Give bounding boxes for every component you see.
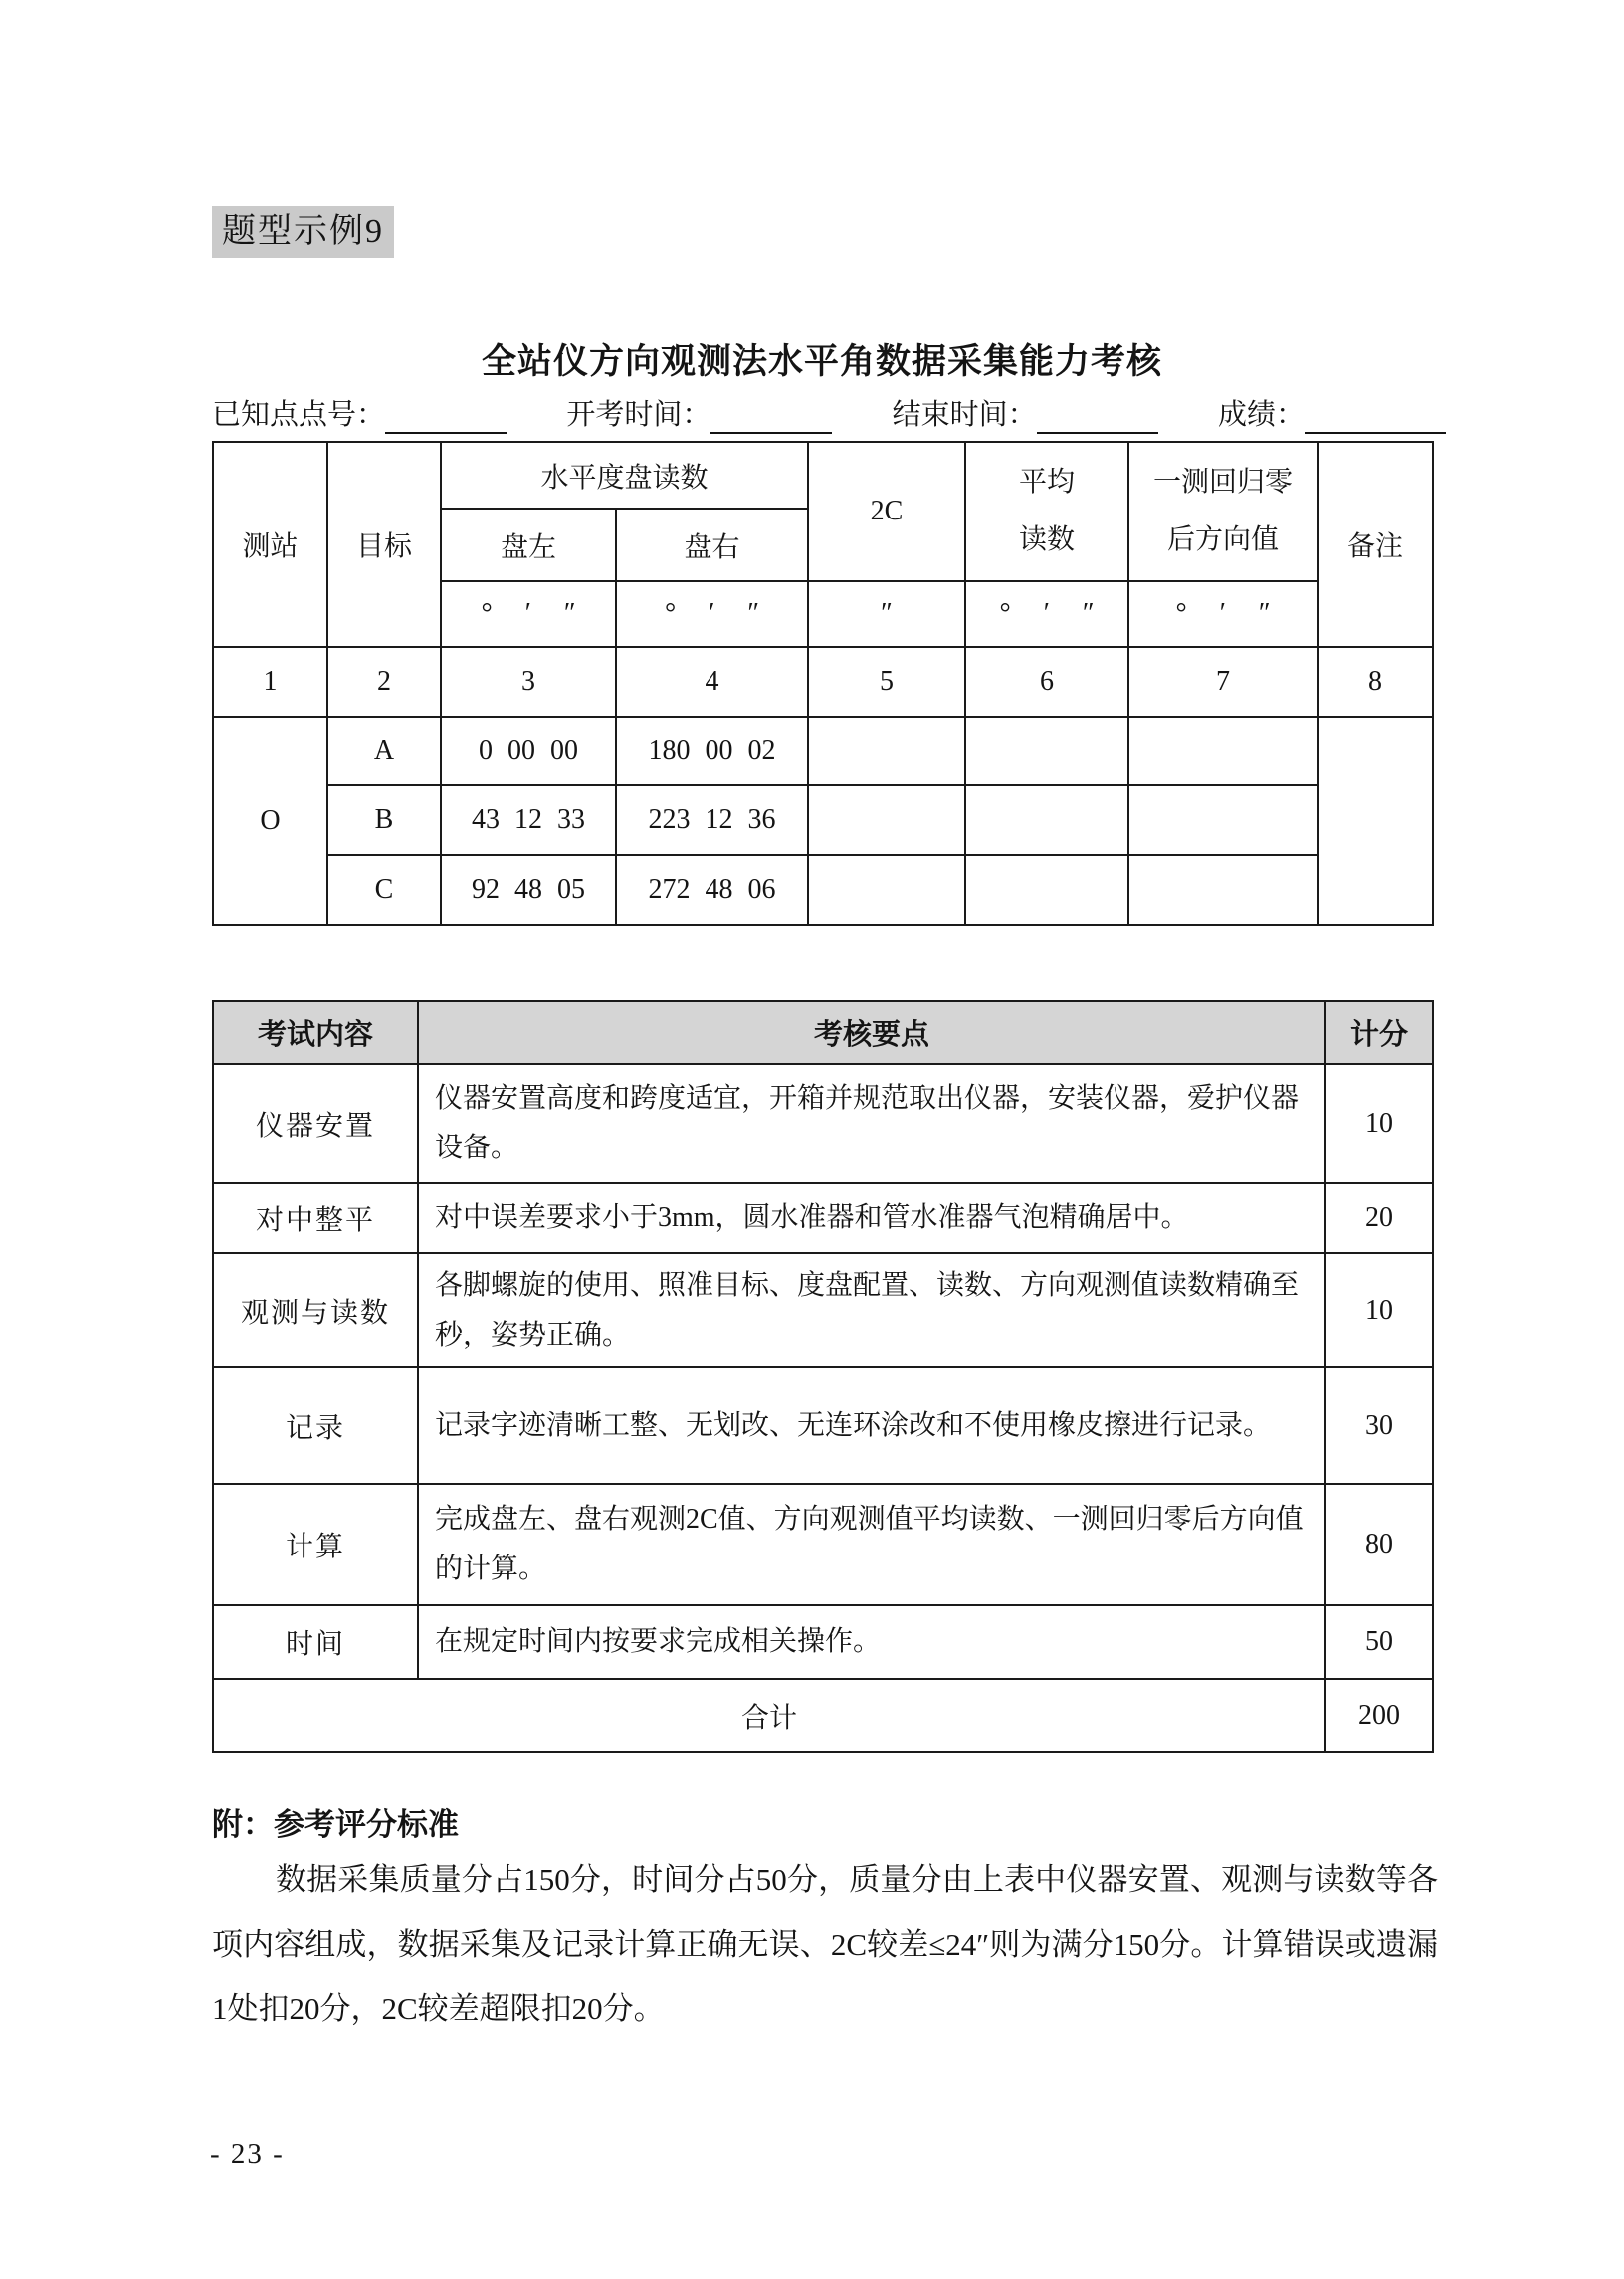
target-cell: B [327, 785, 441, 855]
empty-cell-reduced [1128, 717, 1318, 785]
unit-cell-reduced [1128, 581, 1318, 647]
header-mean-line1: 平均 [1019, 467, 1076, 498]
empty-cell-mean [965, 717, 1128, 785]
header-target: 目标 [327, 442, 441, 647]
header-horizontal-circle: 水平度盘读数 [441, 442, 808, 509]
unit-cell-face-left [441, 581, 616, 647]
station-cell: O [213, 717, 327, 925]
header-face-left: 盘左 [441, 509, 616, 581]
column-number-cell: 1 [213, 647, 327, 717]
unit-sec: ″ [881, 598, 893, 629]
exam-detail-cell: 对中误差要求小于3mm，圆水准器和管水准器气泡精确居中。 [418, 1183, 1325, 1253]
face-left-value: 43 12 33 [441, 785, 616, 855]
column-number-cell: 3 [441, 647, 616, 717]
face-right-value: 272 48 06 [616, 855, 808, 925]
column-number-cell: 6 [965, 647, 1128, 717]
exam-detail-cell: 在规定时间内按要求完成相关操作。 [418, 1605, 1325, 1679]
appendix-body: 数据采集质量分占150分，时间分占50分，质量分由上表中仪器安置、观测与读数等各项内容组成，数据采集及记录计算正确无误、2C较差≤24″则为满分150分。计算错误或遗漏1处扣20分，2C较差超限扣20分。 [212, 1862, 1438, 2026]
header-mean-reading [965, 442, 1128, 581]
exam-item-cell: 记录 [213, 1367, 418, 1484]
score-header-content: 考试内容 [213, 1001, 418, 1064]
face-left-value: 92 48 05 [441, 855, 616, 925]
empty-cell-2c [808, 855, 965, 925]
unit-cell-2c [808, 581, 965, 647]
exam-item-cell: 计算 [213, 1484, 418, 1605]
exam-item-cell: 时间 [213, 1605, 418, 1679]
unit-cell-mean [965, 581, 1128, 647]
header-face-right: 盘右 [616, 509, 808, 581]
observation-table [212, 441, 1434, 926]
score-cell: 30 [1325, 1367, 1433, 1484]
column-number-cell: 4 [616, 647, 808, 717]
column-number-cell: 7 [1128, 647, 1318, 717]
empty-cell-mean [965, 785, 1128, 855]
column-number-cell: 5 [808, 647, 965, 717]
unit-dms: ° ′ ″ [999, 598, 1095, 629]
face-left-value: 0 00 00 [441, 717, 616, 785]
score-cell: 80 [1325, 1484, 1433, 1605]
known-point-label: 已知点点号： [212, 399, 386, 431]
header-station: 测站 [213, 442, 327, 647]
start-time-field [566, 396, 832, 434]
exam-item-cell: 对中整平 [213, 1183, 418, 1253]
start-time-blank [710, 396, 832, 434]
empty-cell-reduced [1128, 855, 1318, 925]
score-cell: 20 [1325, 1183, 1433, 1253]
column-number-cell: 8 [1318, 647, 1433, 717]
known-point-blank [385, 396, 507, 434]
page-number: - 23 - [210, 2138, 285, 2170]
header-reduced-line1: 一测回归零 [1153, 467, 1294, 498]
score-cell: 10 [1325, 1253, 1433, 1367]
sample-type-label: 题型示例9 [212, 206, 394, 258]
score-cell: 50 [1325, 1605, 1433, 1679]
end-time-label: 结束时间： [892, 399, 1037, 431]
column-number-cell: 2 [327, 647, 441, 717]
score-field [1218, 396, 1446, 434]
appendix-heading: 附：参考评分标准 [212, 1807, 459, 1842]
header-2c: 2C [808, 442, 965, 581]
exam-detail-cell: 各脚螺旋的使用、照准目标、度盘配置、读数、方向观测值读数精确至秒，姿势正确。 [418, 1253, 1325, 1367]
unit-dms: ° ′ ″ [1175, 598, 1271, 629]
known-point-field [212, 396, 507, 434]
unit-dms: ° ′ ″ [665, 598, 759, 629]
face-right-value: 180 00 02 [616, 717, 808, 785]
empty-cell-mean [965, 855, 1128, 925]
score-label: 成绩： [1217, 399, 1305, 431]
header-remarks: 备注 [1318, 442, 1433, 647]
score-header-points: 考核要点 [418, 1001, 1325, 1064]
remarks-cell [1318, 717, 1433, 925]
unit-dms: ° ′ ″ [481, 598, 576, 629]
exam-detail-cell: 记录字迹清晰工整、无划改、无连环涂改和不使用橡皮擦进行记录。 [418, 1367, 1325, 1484]
score-blank [1305, 396, 1446, 434]
header-mean-line2: 读数 [1019, 524, 1076, 555]
target-cell: A [327, 717, 441, 785]
exam-item-cell: 仪器安置 [213, 1064, 418, 1183]
exam-detail-cell: 仪器安置高度和跨度适宜，开箱并规范取出仪器，安装仪器，爱护仪器设备。 [418, 1064, 1325, 1183]
target-cell: C [327, 855, 441, 925]
empty-cell-reduced [1128, 785, 1318, 855]
total-label-cell: 合计 [213, 1679, 1325, 1752]
scoring-table [212, 1000, 1434, 1753]
end-time-blank [1037, 396, 1158, 434]
header-reduced-direction [1128, 442, 1318, 581]
end-time-field [893, 396, 1158, 434]
total-score-cell: 200 [1325, 1679, 1433, 1752]
exam-info-line [212, 396, 1446, 434]
empty-cell-2c [808, 785, 965, 855]
unit-cell-face-right [616, 581, 808, 647]
score-header-score: 计分 [1325, 1001, 1433, 1064]
exam-item-cell: 观测与读数 [213, 1253, 418, 1367]
start-time-label: 开考时间： [566, 399, 711, 431]
exam-detail-cell: 完成盘左、盘右观测2C值、方向观测值平均读数、一测回归零后方向值的计算。 [418, 1484, 1325, 1605]
empty-cell-2c [808, 717, 965, 785]
face-right-value: 223 12 36 [616, 785, 808, 855]
document-title: 全站仪方向观测法水平角数据采集能力考核 [481, 342, 1162, 381]
header-reduced-line2: 后方向值 [1167, 524, 1280, 555]
score-cell: 10 [1325, 1064, 1433, 1183]
